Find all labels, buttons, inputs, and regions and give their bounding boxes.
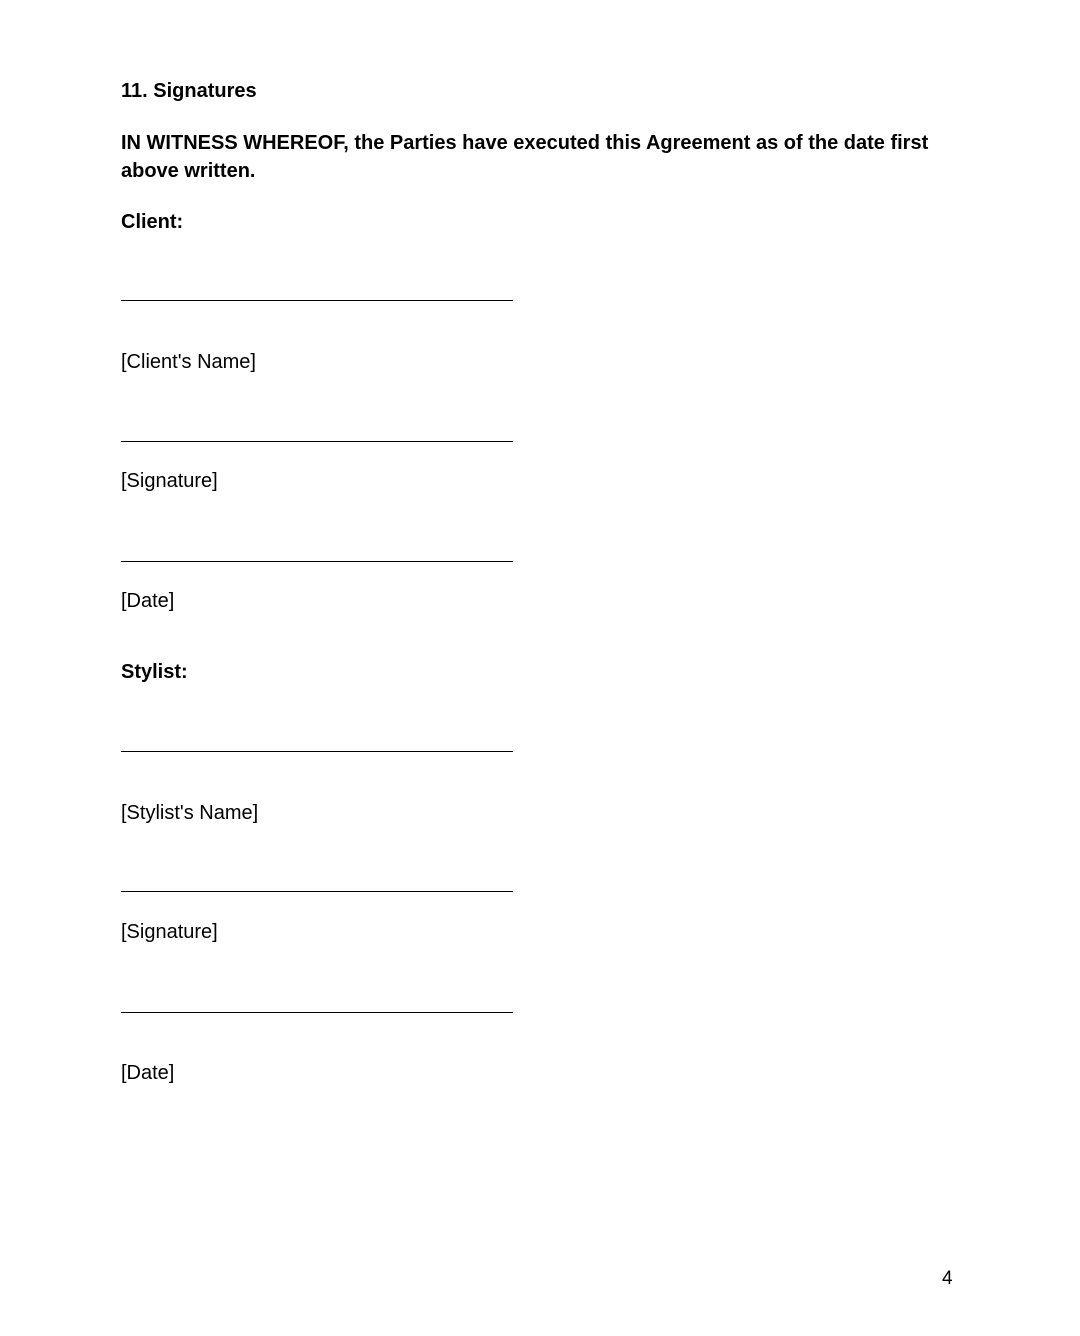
stylist-label: Stylist: [121,661,188,683]
stylist-name-placeholder: [Stylist's Name] [121,802,259,824]
section-heading: 11. Signatures [121,80,257,102]
client-date-line [121,561,513,562]
stylist-signature-placeholder: [Signature] [121,921,218,943]
stylist-date-placeholder: [Date] [121,1062,175,1084]
page-number: 4 [942,1268,953,1289]
client-signature-line [121,441,513,442]
client-signature-placeholder: [Signature] [121,470,218,492]
stylist-name-line [121,751,513,752]
client-date-placeholder: [Date] [121,590,175,612]
client-label: Client: [121,211,184,233]
client-name-line [121,300,513,301]
client-name-placeholder: [Client's Name] [121,351,256,373]
stylist-signature-line [121,891,513,892]
witness-paragraph: IN WITNESS WHEREOF, the Parties have executed this Agreement as of the date first above written. [121,132,929,182]
stylist-date-line [121,1012,513,1013]
